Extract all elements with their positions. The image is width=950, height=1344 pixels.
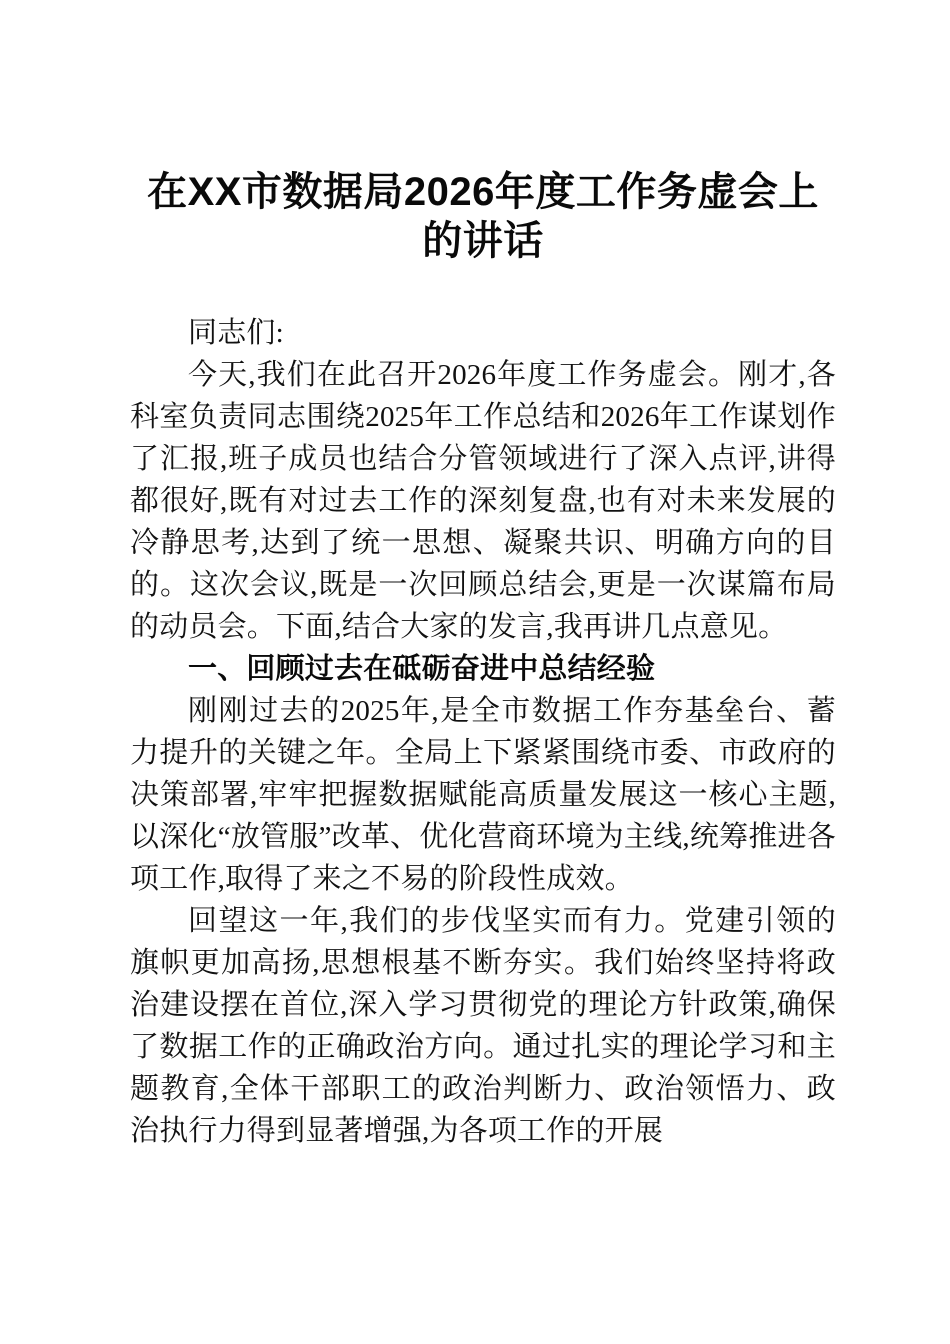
opening-paragraph: 今天,我们在此召开2026年度工作务虚会。刚才,各科室负责同志围绕2025年工作总结和2026年工作谋划作了汇报,班子成员也结合分管领域进行了深入点评,讲得都很好,既有对过去工作的深刻复盘,也有对未来发展的冷静思考,达到了统一思想、凝聚共识、明确方向的目的。这次会议,既是一次回顾总结会,更是一次谋篇布局的动员会。下面,结合大家的发言,我再讲几点意见。 xyxy=(130,359,836,643)
section-one-paragraph-2: 回望这一年,我们的步伐坚实而有力。党建引领的旗帜更加高扬,思想根基不断夯实。我们始终坚持将政治建设摆在首位,深入学习贯彻党的理论方针政策,确保了数据工作的正确政治方向。通过扎实的理论学习和主题教育,全体干部职工的政治判断力、政治领悟力、政治执行力得到显著增强,为各项工作的开展 xyxy=(130,905,836,1147)
page-title-line-1: 在XX市数据局2026年度工作务虚会上 xyxy=(147,170,819,214)
salutation: 同志们: xyxy=(188,317,284,349)
section-one-paragraph-1: 刚刚过去的2025年,是全市数据工作夯基垒台、蓄力提升的关键之年。全局上下紧紧围绕市委、市政府的决策部署,牢牢把握数据赋能高质量发展这一核心主题,以深化“放管服”改革、优化营商环境为主线,统筹推进各项工作,取得了来之不易的阶段性成效。 xyxy=(130,695,836,895)
document-body xyxy=(130,312,836,1152)
page-content xyxy=(130,0,836,1152)
page-title xyxy=(130,0,836,266)
section-one-heading: 一、回顾过去在砥砺奋进中总结经验 xyxy=(188,653,656,685)
page-title-line-2: 的讲话 xyxy=(422,219,544,263)
